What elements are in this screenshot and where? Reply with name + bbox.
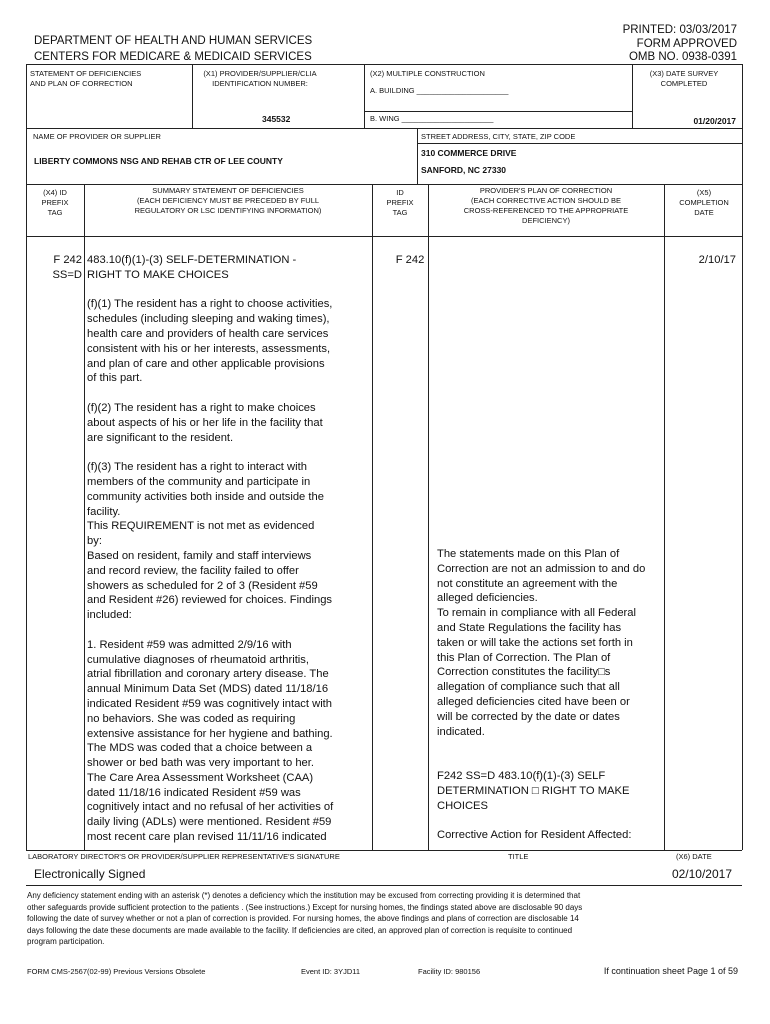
disclaimer-text: Any deficiency statement ending with an asterisk (*) denotes a deficiency which the institution may be excused from correcting providing it is determined that other safeguards provide sufficient protection to the patients . (See instructions.) Except for nursing homes, the findings stated above are disclosable 90 days following the date of survey whether or not a plan of correction is provided. For nursing homes, the above findings and plans of correction are disclosable 14 days following the date these documents are made available to the facility. If deficiencies are cited, an approved plan of correction is requisite to continued program participation.	[27, 891, 583, 947]
page-number: If continuation sheet Page 1 of 59	[603, 966, 738, 976]
x1-label: (X1) PROVIDER/SUPPLIER/CLIA IDENTIFICATION NUMBER:	[203, 69, 317, 88]
summary-header: SUMMARY STATEMENT OF DEFICIENCIES (EACH DEFICIENCY MUST BE PRECEDED BY FULL REGULATORY OR LSC IDENTIFYING INFORMATION)	[134, 186, 322, 215]
department-line1: DEPARTMENT OF HEALTH AND HUMAN SERVICES	[34, 35, 313, 47]
provider-name: LIBERTY COMMONS NSG AND REHAB CTR OF LEE COUNTY	[34, 156, 283, 166]
x2-label: (X2) MULTIPLE CONSTRUCTION	[370, 69, 485, 78]
x3-label: (X3) DATE SURVEY COMPLETED	[649, 69, 719, 88]
provider-name-label: NAME OF PROVIDER OR SUPPLIER	[33, 132, 161, 141]
department-line2: CENTERS FOR MEDICARE & MEDICAID SERVICES	[34, 51, 312, 63]
statement-label: STATEMENT OF DEFICIENCIES AND PLAN OF CORRECTION	[30, 69, 142, 88]
right-prefix-tag: F 242	[395, 254, 425, 266]
deficiency-text: 483.10(f)(1)-(3) SELF-DETERMINATION - RIGHT TO MAKE CHOICES (f)(1) The resident has a right to choose activities, schedules (including sleeping and waking times), health care and providers of health care services consistent with his or her interests, assessments, and plan of care and other applicable provisions of this part. (f)(2) The resident has a right to make choices about aspects of his or her life in the facility that are significant to the resident. (f)(3) The resident has a right to interact with members of the community and participate in community activities both inside and outside the facility. This REQUIREMENT is not met as evidenced by: Based on resident, family and staff interviews and record review, the facility failed to offer showers as scheduled for 2 of 3 (Resident #59 and Resident #26) reviewed for choices. Findings included: 1. Resident #59 was admitted 2/9/16 with cumulative diagnoses of rheumatoid arthritis, atrial fibrillation and coronary artery disease. The annual Minimum Data Set (MDS) dated 11/18/16 indicated Resident #59 was cognitively intact with no behaviors. She was coded as requiring extensive assistance for her hygiene and bathing. The MDS was coded that a choice between a shower or bed bath was very important to her. The Care Area Assessment Worksheet (CAA) dated 11/18/16 indicated Resident #59 was cognitively intact and no refusal of her activities of daily living (ADLs) were mentioned. Resident #59 most recent care plan revised 11/11/16 indicated	[87, 254, 334, 844]
address-label: STREET ADDRESS, CITY, STATE, ZIP CODE	[421, 132, 576, 141]
x4-header: (X4) ID PREFIX TAG	[41, 188, 69, 217]
signature-label: LABORATORY DIRECTOR'S OR PROVIDER/SUPPLIER REPRESENTATIVE'S SIGNATURE	[28, 852, 340, 861]
left-prefix-tag: F 242 SS=D	[52, 254, 82, 281]
id-header: ID PREFIX TAG	[386, 188, 414, 217]
street-address: 310 COMMERCE DRIVE	[421, 148, 517, 158]
form-approved: FORM APPROVED	[636, 38, 737, 50]
city-state-zip: SANFORD, NC 27330	[421, 165, 507, 175]
printed-date: PRINTED: 03/03/2017	[622, 24, 737, 36]
wing-label: B. WING ______________________	[370, 114, 494, 123]
plan-text: The statements made on this Plan of Correction are not an admission to and do not constitute an agreement with the alleged deficiencies. To remain in compliance with all Federal and State Regulations the facility has taken or will take the actions set forth in this Plan of Correction. The Plan of Correction constitutes the facility□s allegation of compliance such that all alleged deficiencies cited have been or will be corrected by the date or dates indicated. F242 SS=D 483.10(f)(1)-(3) SELF DETERMINATION □ RIGHT TO MAKE CHOICES Corrective Action for Resident Affected:	[437, 548, 646, 842]
x5-header: (X5) COMPLETION DATE	[679, 188, 729, 217]
date-label: (X6) DATE	[676, 852, 712, 861]
omb-number: OMB NO. 0938-0391	[628, 51, 737, 63]
signature-date: 02/10/2017	[671, 867, 732, 881]
facility-id: Facility ID: 980156	[418, 967, 481, 976]
building-label: A. BUILDING ______________________	[370, 86, 509, 95]
signature-value: Electronically Signed	[34, 867, 146, 881]
x1-value: 345532	[262, 114, 291, 124]
completion-date: 2/10/17	[698, 254, 736, 266]
event-id: Event ID: 3YJD11	[301, 967, 361, 976]
x3-value: 01/20/2017	[693, 116, 736, 126]
form-number: FORM CMS-2567(02-99) Previous Versions Obsolete	[27, 967, 206, 976]
title-label: TITLE	[508, 852, 529, 861]
plan-header: PROVIDER'S PLAN OF CORRECTION (EACH CORRECTIVE ACTION SHOULD BE CROSS-REFERENCED TO THE APPROPRIATE DEFICIENCY)	[463, 186, 629, 225]
